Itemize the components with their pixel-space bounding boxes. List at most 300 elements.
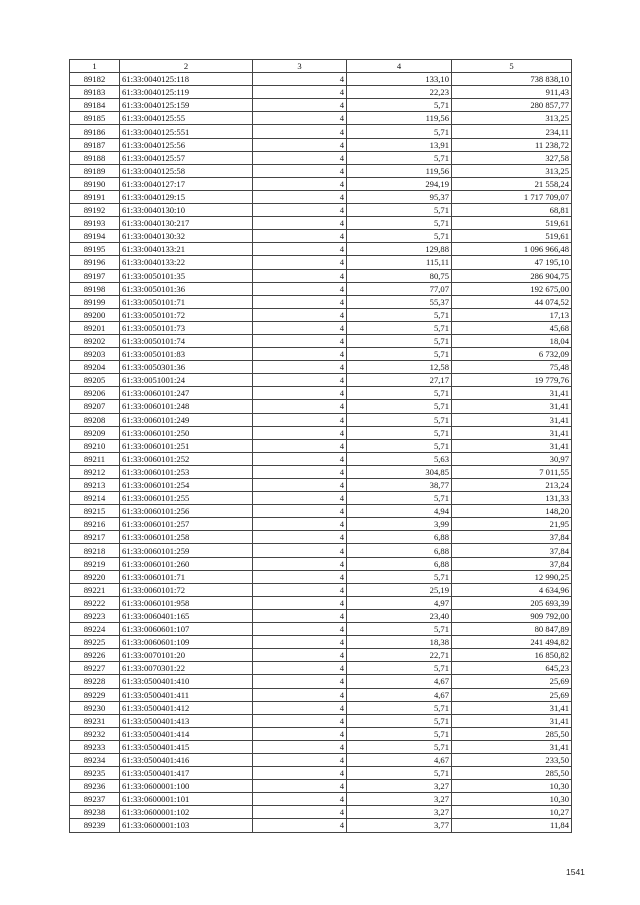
cadastral-number-cell: 61:33:0040133:22: [120, 256, 253, 269]
category-cell: 4: [253, 439, 347, 452]
cadastral-number-cell: 61:33:0040125:159: [120, 99, 253, 112]
cadastral-number-cell: 61:33:0040133:21: [120, 243, 253, 256]
row-number-cell: 89185: [70, 112, 120, 125]
area-cell: 6,88: [347, 531, 452, 544]
value-cell: 10,30: [452, 780, 572, 793]
cadastral-number-cell: 61:33:0050101:74: [120, 334, 253, 347]
category-cell: 4: [253, 99, 347, 112]
cadastral-number-cell: 61:33:0500401:410: [120, 675, 253, 688]
table-row: [70, 793, 572, 806]
area-cell: 5,71: [347, 400, 452, 413]
cadastral-number-cell: 61:33:0060101:72: [120, 583, 253, 596]
table-row: [70, 662, 572, 675]
area-cell: 5,71: [347, 740, 452, 753]
area-cell: 23,40: [347, 609, 452, 622]
row-number-cell: 89210: [70, 439, 120, 452]
row-number-cell: 89237: [70, 793, 120, 806]
area-cell: 5,71: [347, 426, 452, 439]
cadastral-number-cell: 61:33:0050101:73: [120, 321, 253, 334]
value-cell: 37,84: [452, 557, 572, 570]
cadastral-number-cell: 61:33:0060101:253: [120, 465, 253, 478]
table-row: [70, 623, 572, 636]
table-row: [70, 675, 572, 688]
cadastral-number-cell: 61:33:0040129:15: [120, 190, 253, 203]
row-number-cell: 89229: [70, 688, 120, 701]
area-cell: 5,71: [347, 348, 452, 361]
cadastral-number-cell: 61:33:0060101:252: [120, 452, 253, 465]
value-cell: 30,97: [452, 452, 572, 465]
table-row: [70, 649, 572, 662]
cadastral-number-cell: 61:33:0600001:101: [120, 793, 253, 806]
category-cell: 4: [253, 518, 347, 531]
row-number-cell: 89192: [70, 204, 120, 217]
area-cell: 77,07: [347, 282, 452, 295]
cadastral-number-cell: 61:33:0051001:24: [120, 374, 253, 387]
area-cell: 25,19: [347, 583, 452, 596]
value-cell: 233,50: [452, 753, 572, 766]
category-cell: 4: [253, 623, 347, 636]
value-cell: 234,11: [452, 125, 572, 138]
column-header-5: 5: [452, 60, 572, 73]
category-cell: 4: [253, 479, 347, 492]
area-cell: 4,67: [347, 753, 452, 766]
value-cell: 31,41: [452, 387, 572, 400]
row-number-cell: 89227: [70, 662, 120, 675]
value-cell: 75,48: [452, 361, 572, 374]
category-cell: 4: [253, 570, 347, 583]
value-cell: 7 011,55: [452, 465, 572, 478]
value-cell: 4 634,96: [452, 583, 572, 596]
value-cell: 519,61: [452, 217, 572, 230]
area-cell: 5,71: [347, 727, 452, 740]
table-row: [70, 583, 572, 596]
category-cell: 4: [253, 767, 347, 780]
value-cell: 37,84: [452, 531, 572, 544]
cadastral-number-cell: 61:33:0040130:32: [120, 230, 253, 243]
area-cell: 95,37: [347, 190, 452, 203]
table-row: [70, 204, 572, 217]
value-cell: 909 792,00: [452, 609, 572, 622]
category-cell: 4: [253, 675, 347, 688]
category-cell: 4: [253, 151, 347, 164]
area-cell: 3,77: [347, 819, 452, 832]
table-row: [70, 780, 572, 793]
category-cell: 4: [253, 243, 347, 256]
table-row: [70, 492, 572, 505]
table-row: [70, 217, 572, 230]
area-cell: 5,71: [347, 125, 452, 138]
category-cell: 4: [253, 400, 347, 413]
value-cell: 131,33: [452, 492, 572, 505]
category-cell: 4: [253, 531, 347, 544]
table-row: [70, 243, 572, 256]
value-cell: 16 850,82: [452, 649, 572, 662]
table-row: [70, 190, 572, 203]
cadastral-number-cell: 61:33:0040125:57: [120, 151, 253, 164]
value-cell: 80 847,89: [452, 623, 572, 636]
table-row: [70, 557, 572, 570]
table-row: [70, 112, 572, 125]
category-cell: 4: [253, 334, 347, 347]
table-row: [70, 125, 572, 138]
table-row: [70, 806, 572, 819]
area-cell: 5,71: [347, 413, 452, 426]
row-number-cell: 89230: [70, 701, 120, 714]
category-cell: 4: [253, 465, 347, 478]
area-cell: 22,71: [347, 649, 452, 662]
table-row: [70, 86, 572, 99]
cadastral-number-cell: 61:33:0060401:165: [120, 609, 253, 622]
cadastral-number-cell: 61:33:0060101:258: [120, 531, 253, 544]
area-cell: 5,71: [347, 204, 452, 217]
category-cell: 4: [253, 73, 347, 86]
value-cell: 738 838,10: [452, 73, 572, 86]
value-cell: 148,20: [452, 505, 572, 518]
row-number-cell: 89222: [70, 596, 120, 609]
area-cell: 6,88: [347, 544, 452, 557]
value-cell: 21 558,24: [452, 177, 572, 190]
page-number: 1541: [566, 867, 585, 877]
value-cell: 285,50: [452, 727, 572, 740]
row-number-cell: 89221: [70, 583, 120, 596]
category-cell: 4: [253, 662, 347, 675]
area-cell: 4,67: [347, 688, 452, 701]
row-number-cell: 89182: [70, 73, 120, 86]
cadastral-number-cell: 61:33:0050101:83: [120, 348, 253, 361]
table-row: [70, 819, 572, 832]
value-cell: 6 732,09: [452, 348, 572, 361]
row-number-cell: 89219: [70, 557, 120, 570]
row-number-cell: 89194: [70, 230, 120, 243]
cadastral-number-cell: 61:33:0060601:107: [120, 623, 253, 636]
value-cell: 31,41: [452, 426, 572, 439]
cadastral-number-cell: 61:33:0060101:249: [120, 413, 253, 426]
row-number-cell: 89238: [70, 806, 120, 819]
category-cell: 4: [253, 727, 347, 740]
row-number-cell: 89188: [70, 151, 120, 164]
area-cell: 294,19: [347, 177, 452, 190]
value-cell: 37,84: [452, 544, 572, 557]
cadastral-number-cell: 61:33:0060601:109: [120, 636, 253, 649]
cadastral-number-cell: 61:33:0050101:72: [120, 308, 253, 321]
cadastral-number-cell: 61:33:0060101:255: [120, 492, 253, 505]
value-cell: 10,27: [452, 806, 572, 819]
cadastral-number-cell: 61:33:0050101:36: [120, 282, 253, 295]
row-number-cell: 89184: [70, 99, 120, 112]
row-number-cell: 89183: [70, 86, 120, 99]
table-row: [70, 714, 572, 727]
row-number-cell: 89187: [70, 138, 120, 151]
category-cell: 4: [253, 688, 347, 701]
cadastral-number-cell: 61:33:0040125:119: [120, 86, 253, 99]
category-cell: 4: [253, 492, 347, 505]
table-row: [70, 544, 572, 557]
value-cell: 19 779,76: [452, 374, 572, 387]
category-cell: 4: [253, 426, 347, 439]
row-number-cell: 89213: [70, 479, 120, 492]
table-row: [70, 570, 572, 583]
cadastral-number-cell: 61:33:0060101:251: [120, 439, 253, 452]
area-cell: 4,67: [347, 675, 452, 688]
row-number-cell: 89223: [70, 609, 120, 622]
cadastral-number-cell: 61:33:0600001:100: [120, 780, 253, 793]
column-header-4: 4: [347, 60, 452, 73]
category-cell: 4: [253, 256, 347, 269]
category-cell: 4: [253, 125, 347, 138]
cadastral-number-cell: 61:33:0040127:17: [120, 177, 253, 190]
row-number-cell: 89191: [70, 190, 120, 203]
table-row: [70, 688, 572, 701]
table-row: [70, 387, 572, 400]
category-cell: 4: [253, 387, 347, 400]
row-number-cell: 89189: [70, 164, 120, 177]
category-cell: 4: [253, 793, 347, 806]
cadastral-number-cell: 61:33:0040125:118: [120, 73, 253, 86]
category-cell: 4: [253, 112, 347, 125]
category-cell: 4: [253, 217, 347, 230]
category-cell: 4: [253, 204, 347, 217]
cadastral-number-cell: 61:33:0500401:415: [120, 740, 253, 753]
area-cell: 3,99: [347, 518, 452, 531]
row-number-cell: 89203: [70, 348, 120, 361]
cadastral-number-cell: 61:33:0060101:250: [120, 426, 253, 439]
cadastral-number-cell: 61:33:0060101:248: [120, 400, 253, 413]
category-cell: 4: [253, 308, 347, 321]
value-cell: 47 195,10: [452, 256, 572, 269]
cadastral-number-cell: 61:33:0500401:417: [120, 767, 253, 780]
row-number-cell: 89212: [70, 465, 120, 478]
table-row: [70, 701, 572, 714]
category-cell: 4: [253, 413, 347, 426]
area-cell: 5,71: [347, 334, 452, 347]
value-cell: 11 238,72: [452, 138, 572, 151]
value-cell: 31,41: [452, 740, 572, 753]
row-number-cell: 89234: [70, 753, 120, 766]
area-cell: 5,71: [347, 701, 452, 714]
cadastral-number-cell: 61:33:0060101:256: [120, 505, 253, 518]
category-cell: 4: [253, 295, 347, 308]
row-number-cell: 89232: [70, 727, 120, 740]
table-header: [70, 60, 572, 73]
category-cell: 4: [253, 452, 347, 465]
cadastral-number-cell: 61:33:0040130:217: [120, 217, 253, 230]
row-number-cell: 89211: [70, 452, 120, 465]
value-cell: 285,50: [452, 767, 572, 780]
value-cell: 21,95: [452, 518, 572, 531]
row-number-cell: 89207: [70, 400, 120, 413]
area-cell: 3,27: [347, 806, 452, 819]
value-cell: 911,43: [452, 86, 572, 99]
table-row: [70, 308, 572, 321]
category-cell: 4: [253, 177, 347, 190]
category-cell: 4: [253, 609, 347, 622]
area-cell: 5,71: [347, 662, 452, 675]
table-row: [70, 636, 572, 649]
area-cell: 5,71: [347, 439, 452, 452]
row-number-cell: 89197: [70, 269, 120, 282]
value-cell: 286 904,75: [452, 269, 572, 282]
area-cell: 5,71: [347, 217, 452, 230]
value-cell: 18,04: [452, 334, 572, 347]
area-cell: 119,56: [347, 164, 452, 177]
row-number-cell: 89199: [70, 295, 120, 308]
row-number-cell: 89236: [70, 780, 120, 793]
value-cell: 313,25: [452, 164, 572, 177]
table-row: [70, 99, 572, 112]
table-row: [70, 361, 572, 374]
category-cell: 4: [253, 230, 347, 243]
column-header-1: 1: [70, 60, 120, 73]
category-cell: 4: [253, 701, 347, 714]
row-number-cell: 89200: [70, 308, 120, 321]
value-cell: 327,58: [452, 151, 572, 164]
cadastral-number-cell: 61:33:0500401:414: [120, 727, 253, 740]
category-cell: 4: [253, 583, 347, 596]
area-cell: 4,97: [347, 596, 452, 609]
area-cell: 80,75: [347, 269, 452, 282]
cadastral-number-cell: 61:33:0060101:260: [120, 557, 253, 570]
area-cell: 5,71: [347, 492, 452, 505]
area-cell: 5,71: [347, 570, 452, 583]
row-number-cell: 89206: [70, 387, 120, 400]
area-cell: 22,23: [347, 86, 452, 99]
row-number-cell: 89195: [70, 243, 120, 256]
row-number-cell: 89218: [70, 544, 120, 557]
value-cell: 44 074,52: [452, 295, 572, 308]
table-row: [70, 164, 572, 177]
value-cell: 31,41: [452, 701, 572, 714]
row-number-cell: 89186: [70, 125, 120, 138]
table-row: [70, 256, 572, 269]
cadastral-number-cell: 61:33:0060101:257: [120, 518, 253, 531]
cadastral-number-cell: 61:33:0500401:411: [120, 688, 253, 701]
category-cell: 4: [253, 282, 347, 295]
table-body: [70, 73, 572, 832]
table-row: [70, 177, 572, 190]
row-number-cell: 89190: [70, 177, 120, 190]
table-row: [70, 334, 572, 347]
row-number-cell: 89228: [70, 675, 120, 688]
area-cell: 5,71: [347, 714, 452, 727]
value-cell: 645,23: [452, 662, 572, 675]
area-cell: 5,71: [347, 387, 452, 400]
row-number-cell: 89215: [70, 505, 120, 518]
row-number-cell: 89224: [70, 623, 120, 636]
table-row: [70, 374, 572, 387]
area-cell: 6,88: [347, 557, 452, 570]
table-row: [70, 413, 572, 426]
value-cell: 25,69: [452, 688, 572, 701]
value-cell: 280 857,77: [452, 99, 572, 112]
category-cell: 4: [253, 780, 347, 793]
cadastral-number-cell: 61:33:0060101:254: [120, 479, 253, 492]
category-cell: 4: [253, 806, 347, 819]
table-row: [70, 73, 572, 86]
cadastral-number-cell: 61:33:0050101:35: [120, 269, 253, 282]
category-cell: 4: [253, 557, 347, 570]
area-cell: 5,71: [347, 308, 452, 321]
area-cell: 4,94: [347, 505, 452, 518]
area-cell: 55,37: [347, 295, 452, 308]
header-row: [70, 60, 572, 73]
cadastral-number-cell: 61:33:0040125:56: [120, 138, 253, 151]
value-cell: 1 096 966,48: [452, 243, 572, 256]
table-row: [70, 531, 572, 544]
table-row: [70, 767, 572, 780]
area-cell: 115,11: [347, 256, 452, 269]
row-number-cell: 89208: [70, 413, 120, 426]
category-cell: 4: [253, 636, 347, 649]
table-row: [70, 753, 572, 766]
area-cell: 5,71: [347, 99, 452, 112]
table-row: [70, 505, 572, 518]
value-cell: 10,30: [452, 793, 572, 806]
value-cell: 68,81: [452, 204, 572, 217]
category-cell: 4: [253, 505, 347, 518]
cadastral-number-cell: 61:33:0500401:416: [120, 753, 253, 766]
category-cell: 4: [253, 361, 347, 374]
row-number-cell: 89193: [70, 217, 120, 230]
row-number-cell: 89214: [70, 492, 120, 505]
table-row: [70, 518, 572, 531]
category-cell: 4: [253, 596, 347, 609]
area-cell: 129,88: [347, 243, 452, 256]
value-cell: 11,84: [452, 819, 572, 832]
area-cell: 38,77: [347, 479, 452, 492]
cadastral-number-cell: 61:33:0060101:259: [120, 544, 253, 557]
cadastral-number-cell: 61:33:0600001:102: [120, 806, 253, 819]
category-cell: 4: [253, 753, 347, 766]
category-cell: 4: [253, 714, 347, 727]
cadastral-number-cell: 61:33:0060101:958: [120, 596, 253, 609]
area-cell: 3,27: [347, 793, 452, 806]
column-header-3: 3: [253, 60, 347, 73]
area-cell: 5,71: [347, 151, 452, 164]
row-number-cell: 89209: [70, 426, 120, 439]
cadastral-number-cell: 61:33:0060101:247: [120, 387, 253, 400]
row-number-cell: 89216: [70, 518, 120, 531]
area-cell: 3,27: [347, 780, 452, 793]
table-row: [70, 295, 572, 308]
row-number-cell: 89196: [70, 256, 120, 269]
cadastral-number-cell: 61:33:0070301:22: [120, 662, 253, 675]
value-cell: 205 693,39: [452, 596, 572, 609]
category-cell: 4: [253, 819, 347, 832]
area-cell: 304,85: [347, 465, 452, 478]
value-cell: 31,41: [452, 413, 572, 426]
table-row: [70, 151, 572, 164]
value-cell: 241 494,82: [452, 636, 572, 649]
row-number-cell: 89202: [70, 334, 120, 347]
row-number-cell: 89225: [70, 636, 120, 649]
area-cell: 5,71: [347, 767, 452, 780]
area-cell: 13,91: [347, 138, 452, 151]
area-cell: 119,56: [347, 112, 452, 125]
table-row: [70, 596, 572, 609]
table-row: [70, 452, 572, 465]
table-row: [70, 439, 572, 452]
cadastral-number-cell: 61:33:0050301:36: [120, 361, 253, 374]
registry-table: [69, 59, 572, 833]
value-cell: 45,68: [452, 321, 572, 334]
category-cell: 4: [253, 374, 347, 387]
row-number-cell: 89235: [70, 767, 120, 780]
category-cell: 4: [253, 164, 347, 177]
category-cell: 4: [253, 649, 347, 662]
category-cell: 4: [253, 190, 347, 203]
area-cell: 5,71: [347, 230, 452, 243]
value-cell: 12 990,25: [452, 570, 572, 583]
